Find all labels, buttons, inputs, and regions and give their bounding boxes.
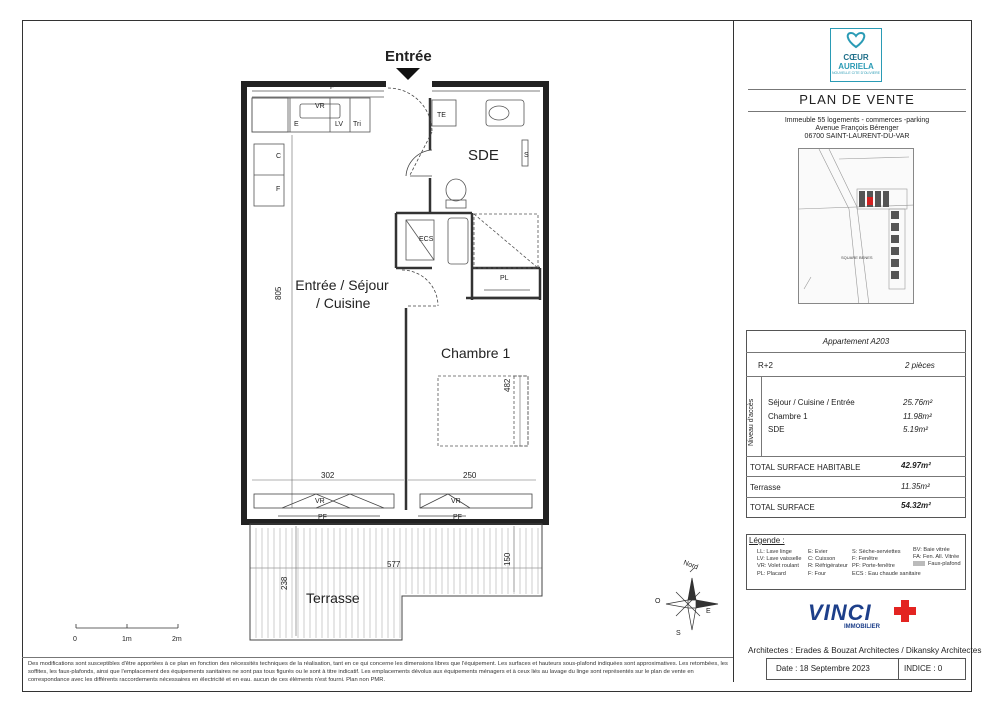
vinci-subtitle: IMMOBILIER bbox=[844, 624, 880, 630]
terrace-outline bbox=[250, 524, 542, 640]
total-label: TOTAL SURFACE bbox=[750, 503, 815, 512]
terrace-row-label: Terrasse bbox=[750, 483, 781, 492]
scale-2m: 2m bbox=[172, 636, 182, 643]
fixture-vr-right: VR bbox=[451, 498, 461, 505]
rule-7 bbox=[746, 497, 966, 498]
brand-line-3: NOUVELLE CITE D'OLIVIERE bbox=[832, 71, 880, 75]
plan-title: PLAN DE VENTE bbox=[799, 92, 915, 107]
legend-item: C: Cuisson bbox=[808, 556, 836, 563]
outer-walls bbox=[244, 84, 546, 522]
rule-1 bbox=[748, 89, 966, 90]
total-hab-label: TOTAL SURFACE HABITABLE bbox=[750, 463, 861, 472]
dim-302: 302 bbox=[321, 471, 335, 480]
compass-o: O bbox=[655, 598, 661, 605]
compass-s: S bbox=[676, 630, 681, 637]
apartment-row-value: 5.19m² bbox=[903, 425, 928, 434]
rule-2 bbox=[748, 111, 966, 112]
sde-label: SDE bbox=[468, 147, 499, 164]
apartment-rooms: 2 pièces bbox=[905, 361, 935, 370]
dim-805: 805 bbox=[274, 286, 283, 300]
date-index-divider bbox=[898, 658, 899, 680]
legend-item: PF: Porte-fenêtre bbox=[852, 563, 895, 570]
fixture-c: C bbox=[276, 153, 282, 160]
legend-item: E: Evier bbox=[808, 549, 828, 555]
legend-item: LL: Lave linge bbox=[757, 549, 792, 555]
legend-item: ECS : Eau chaude sanitaire bbox=[852, 570, 921, 577]
rule-4 bbox=[746, 376, 966, 377]
fixture-pf-right: PF bbox=[453, 514, 462, 521]
address-line-3: 06700 SAINT-LAURENT-DU-VAR bbox=[804, 133, 910, 140]
scale-bar bbox=[76, 624, 178, 628]
location-map bbox=[798, 148, 914, 304]
fixture-te: TE bbox=[437, 112, 446, 119]
fixture-ecs: ECS bbox=[419, 236, 434, 243]
vinci-wordmark: VINCI bbox=[808, 600, 872, 625]
terrace-label: Terrasse bbox=[306, 590, 360, 606]
legend-item: R: Réfrigérateur bbox=[808, 563, 848, 570]
title-block-divider bbox=[733, 20, 734, 682]
legend-item: VR: Volet roulant bbox=[757, 563, 799, 570]
fixture-vr-left: VR bbox=[315, 498, 325, 505]
fixture-e: E bbox=[294, 121, 299, 128]
legend-item: S: Sèche-serviettes bbox=[852, 549, 901, 555]
vinci-logo bbox=[808, 600, 916, 632]
apartment-row-value: 11.98m² bbox=[903, 412, 932, 421]
apartment-row-value: 25.76m² bbox=[903, 398, 933, 407]
total-hab-value: 42.97m² bbox=[901, 461, 931, 470]
fixture-pf-left: PF bbox=[318, 514, 327, 521]
address-line-1: Immeuble 55 logements - commerces -parking bbox=[784, 117, 930, 124]
legend-col-2 bbox=[808, 549, 848, 578]
bedroom-label: Chambre 1 bbox=[441, 345, 511, 361]
map-label: SQUARE BENES bbox=[841, 255, 873, 260]
heart-icon bbox=[844, 31, 868, 49]
address-line-2: Avenue François Bérenger bbox=[815, 125, 899, 132]
architects-line: Architectes : Erades & Bouzat Architectes / Dikansky Architectes bbox=[748, 646, 982, 655]
scale-0: 0 bbox=[73, 636, 77, 643]
legend-item-faux-plafond bbox=[913, 561, 961, 568]
compass-e: E bbox=[706, 608, 711, 615]
legend-col-3 bbox=[852, 549, 921, 578]
apartment-row-label: Séjour / Cuisine / Entrée bbox=[768, 398, 855, 407]
living-room-label-2: / Cuisine bbox=[316, 295, 371, 311]
disclaimer-line-1: Des modifications sont susceptibles d'être apportées à ce plan en fonction des nécessités techniques de la réalisation, tant en ce qui concerne les dimensions libres que l'équipement. Les surfaces et hauteurs sous-plafond indiquées sont approximatives. Les retombées, les bbox=[28, 661, 728, 667]
scale-1m: 1m bbox=[122, 636, 132, 643]
vinci-cross-icon bbox=[894, 600, 916, 622]
terrace-row-value: 11.35m² bbox=[901, 482, 930, 491]
fixture-f-top: F bbox=[330, 84, 335, 91]
compass-n: Nord bbox=[682, 559, 699, 572]
rule-6 bbox=[746, 476, 966, 477]
total-value: 54.32m² bbox=[901, 501, 931, 510]
fixture-tri: Tri bbox=[353, 121, 361, 128]
legend-item: PL: Placard bbox=[757, 570, 786, 577]
faux-plafond-swatch-icon bbox=[913, 561, 925, 566]
index-label: INDICE : 0 bbox=[904, 664, 943, 673]
disclaimer-line-2: soffites, les faux-plafonds, ainsi que l'emplacement des équipements sanitaires ne sont pas tous figurés ou le sont à titre indicatif. Les emplacements dévolus aux équipements ménagers et à ceux liés au lavage du linge sont représentés sur le plan de vente en bbox=[28, 669, 694, 675]
compass-rose-icon bbox=[666, 568, 718, 630]
dim-482: 482 bbox=[503, 378, 512, 392]
apartment-level: R+2 bbox=[758, 361, 773, 370]
fixture-vr-top: VR bbox=[315, 103, 325, 110]
rule-5 bbox=[746, 456, 966, 457]
living-room-label-1: Entrée / Séjour bbox=[295, 277, 389, 293]
apartment-row-label: SDE bbox=[768, 425, 785, 434]
access-label: Niveau d'accès bbox=[748, 398, 755, 446]
legend-item: Faux-plafond bbox=[928, 561, 961, 568]
fixture-f-side: F bbox=[276, 186, 281, 193]
dim-250: 250 bbox=[463, 471, 477, 480]
brand-line-2: AURIELA bbox=[838, 62, 874, 71]
dim-238: 238 bbox=[280, 576, 289, 590]
fixture-lv: LV bbox=[335, 121, 344, 128]
legend-item: LV: Lave vaisselle bbox=[757, 556, 802, 563]
rule-3 bbox=[746, 352, 966, 353]
entry-arrow bbox=[396, 68, 420, 80]
dim-577: 577 bbox=[387, 560, 401, 569]
disclaimer-rule bbox=[22, 657, 733, 658]
legend-col-1 bbox=[757, 549, 801, 578]
dim-150: 150 bbox=[503, 552, 512, 566]
entry-label: Entrée bbox=[385, 48, 432, 65]
apartment-name: Appartement A203 bbox=[822, 337, 890, 346]
date-label: Date : 18 Septembre 2023 bbox=[776, 664, 870, 673]
auriela-logo bbox=[830, 28, 882, 82]
disclaimer-line-3: correspondance avec les différents raccordements nécessaires en électricité et en eau. aucun de ces éléments n'est fourni. Plan non PMR. bbox=[28, 677, 386, 683]
legend-item: BV: Baie vitrée bbox=[913, 547, 950, 553]
legend-col-4 bbox=[913, 547, 961, 569]
fixture-pl: PL bbox=[500, 275, 509, 282]
apartment-row-label: Chambre 1 bbox=[768, 412, 808, 421]
legend-item: F: Fenêtre bbox=[852, 556, 878, 563]
legend-item: F: Four bbox=[808, 570, 827, 577]
legend-title: Légende : bbox=[749, 536, 785, 545]
legend-item: FA: Fen. All. Vitrée bbox=[913, 554, 960, 561]
fixture-s: S bbox=[524, 152, 529, 159]
brand-line-1: CŒUR bbox=[843, 53, 869, 62]
